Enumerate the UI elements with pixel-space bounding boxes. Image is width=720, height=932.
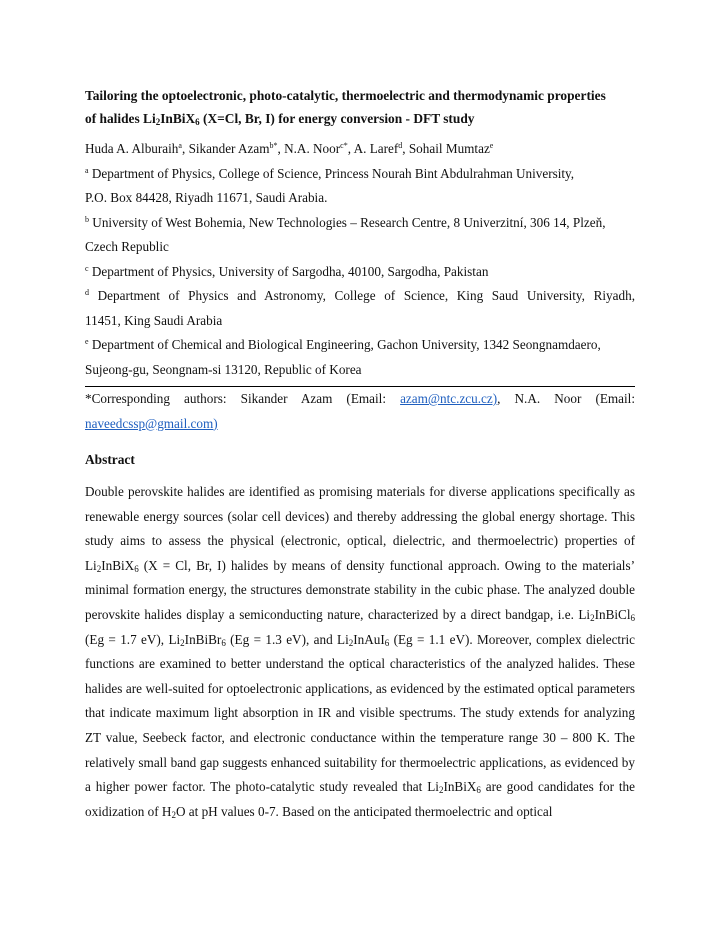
abstract-segment: InBiCl <box>594 606 631 622</box>
author-name: Sikander Azam <box>188 141 270 156</box>
affiliation-text: Department of Physics, University of Sargodha, 40100, Sargodha, Pakistan <box>88 263 489 279</box>
affiliation-b <box>85 211 635 260</box>
title-text: (X=Cl, Br, I) for energy conversion - DFT study <box>199 111 475 126</box>
corresponding-prefix: *Corresponding authors: Sikander Azam (Email: <box>85 391 401 406</box>
subscript: 2 <box>171 809 176 820</box>
author-list: Huda A. Alburaih$^a$, Sikander Azam$^{b*}$, N.A. Noor$^{c*}$, A. Laref$^d$, Sohail Mumtaz$^e$ <box>85 141 494 156</box>
corresponding-middle: , N.A. Noor (Email: <box>497 391 635 406</box>
affiliation-mark: c <box>85 263 89 273</box>
author-name: Sohail Mumtaz <box>408 141 490 156</box>
subscript: 6 <box>630 612 635 623</box>
affiliation-a <box>85 162 635 211</box>
subscript: 2 <box>590 612 595 623</box>
corresponding-line-2 <box>85 412 635 437</box>
subscript: 2 <box>155 117 161 127</box>
abstract-segment: InBiX <box>443 779 477 795</box>
subscript: 6 <box>134 563 139 574</box>
author-mark: c* <box>340 141 348 150</box>
author-mark: d <box>398 141 403 150</box>
affiliation-text: P.O. Box 84428, Riyadh 11671, Saudi Arabia. <box>85 190 328 205</box>
abstract-segment: (X = Cl, Br, I) halides by means of density functional approach. Owing to the materials’ minimal formation energy, the structures demonstrate stability in the cubic phase. The analyzed double perovskite halides display a semiconducting nature, characterized by a direct bandgap, i.e. Li <box>85 557 635 622</box>
paper-page <box>85 84 635 824</box>
subscript: 6 <box>221 637 226 648</box>
subscript: 2 <box>438 785 444 796</box>
affiliation-text: Sujeong-gu, Seongnam-si 13120, Republic of Korea <box>85 361 362 377</box>
abstract-segment: (Eg = 1.1 eV). Moreover, complex dielectric functions are examined to better understand the optical characteristics of the analyzed halides. These halides are well-suited for optoelectronic applications, as evidenced by the estimated optical parameters that indicate maximum light absorption in IR and visible spectrums. The study extends for analyzing ZT value, Seebeck factor, and electronic conductance within the temperature range 30 – 800 K. The relatively small band gap suggests enhanced suitability for thermoelectric applications, as evidenced by a higher power factor. The photo-catalytic study revealed that Li <box>85 631 635 795</box>
email-link[interactable]: azam@ntc.zcu.cz) <box>400 391 498 406</box>
abstract-heading: Abstract <box>85 452 135 467</box>
title-text: of halides Li <box>85 111 156 126</box>
abstract-segment: O at pH values 0-7. Based on the anticipated thermoelectric and optical <box>175 803 553 819</box>
affiliation-d-cont <box>85 309 635 334</box>
author-mark: e <box>489 141 494 150</box>
author-name: N.A. Noor <box>284 141 341 156</box>
abstract-segment: InAuI <box>353 631 385 647</box>
abstract-segment: InBiX <box>101 557 135 573</box>
affiliation-mark: e <box>85 337 89 346</box>
author-mark: a <box>178 141 182 150</box>
affiliation-text: Czech Republic <box>85 239 169 254</box>
affiliation-text: 11451, King Saudi Arabia <box>85 312 223 328</box>
corresponding-authors <box>85 386 635 436</box>
abstract-segment: (Eg = 1.7 eV), Li <box>85 631 181 647</box>
affiliation-e <box>85 333 635 382</box>
subscript: 2 <box>180 637 185 648</box>
title-text: InBiX <box>160 111 196 126</box>
affiliation-mark: b <box>85 214 89 224</box>
subscript: 6 <box>384 637 390 648</box>
author-name: Huda A. Alburaih <box>85 141 179 156</box>
author-name: A. Laref <box>353 141 399 156</box>
affiliation-text: Department of Physics, College of Science, Princess Nourah Bint Abdulrahman University, <box>88 165 575 181</box>
affiliation-text: Department of Physics and Astronomy, College of Science, King Saud University, Riyadh, <box>89 288 635 303</box>
title-line-1: Tailoring the optoelectronic, photo-catalytic, thermoelectric and thermodynamic properties <box>85 88 606 103</box>
abstract-segment: InBiBr <box>184 631 222 647</box>
subscript: 6 <box>195 117 200 127</box>
affiliation-mark: a <box>85 165 89 175</box>
abstract-segment: (Eg = 1.3 eV), and Li <box>225 631 349 647</box>
subscript: 2 <box>348 637 354 648</box>
corresponding-line <box>85 387 635 412</box>
subscript: 2 <box>96 563 102 574</box>
paper-title <box>85 84 635 130</box>
affiliation-mark: d <box>85 288 89 297</box>
subscript: 6 <box>476 785 481 796</box>
abstract-text <box>85 480 635 824</box>
affiliation-text: University of West Bohemia, New Technologies – Research Centre, 8 Univerzitní, 306 14, Plzeň, <box>92 214 606 230</box>
abstract-segment: Double perovskite halides are identified as promising materials for diverse applications specifically as renewable energy sources (solar cell devices) and thereby addressing the global energy shortage. This study aims to assess the physical (electronic, optical, dielectric, and thermoelectric) properties of Li <box>85 484 635 573</box>
email-link[interactable]: naveedcssp@gmail.com) <box>85 415 218 431</box>
abstract-segment: are good candidates for the oxidization of H <box>85 779 635 819</box>
author-mark: b* <box>269 141 278 150</box>
affiliation-d <box>85 284 635 309</box>
affiliation-c <box>85 260 635 285</box>
affiliation-text: Department of Chemical and Biological Engineering, Gachon University, 1342 Seongnamdaero, <box>88 337 601 352</box>
